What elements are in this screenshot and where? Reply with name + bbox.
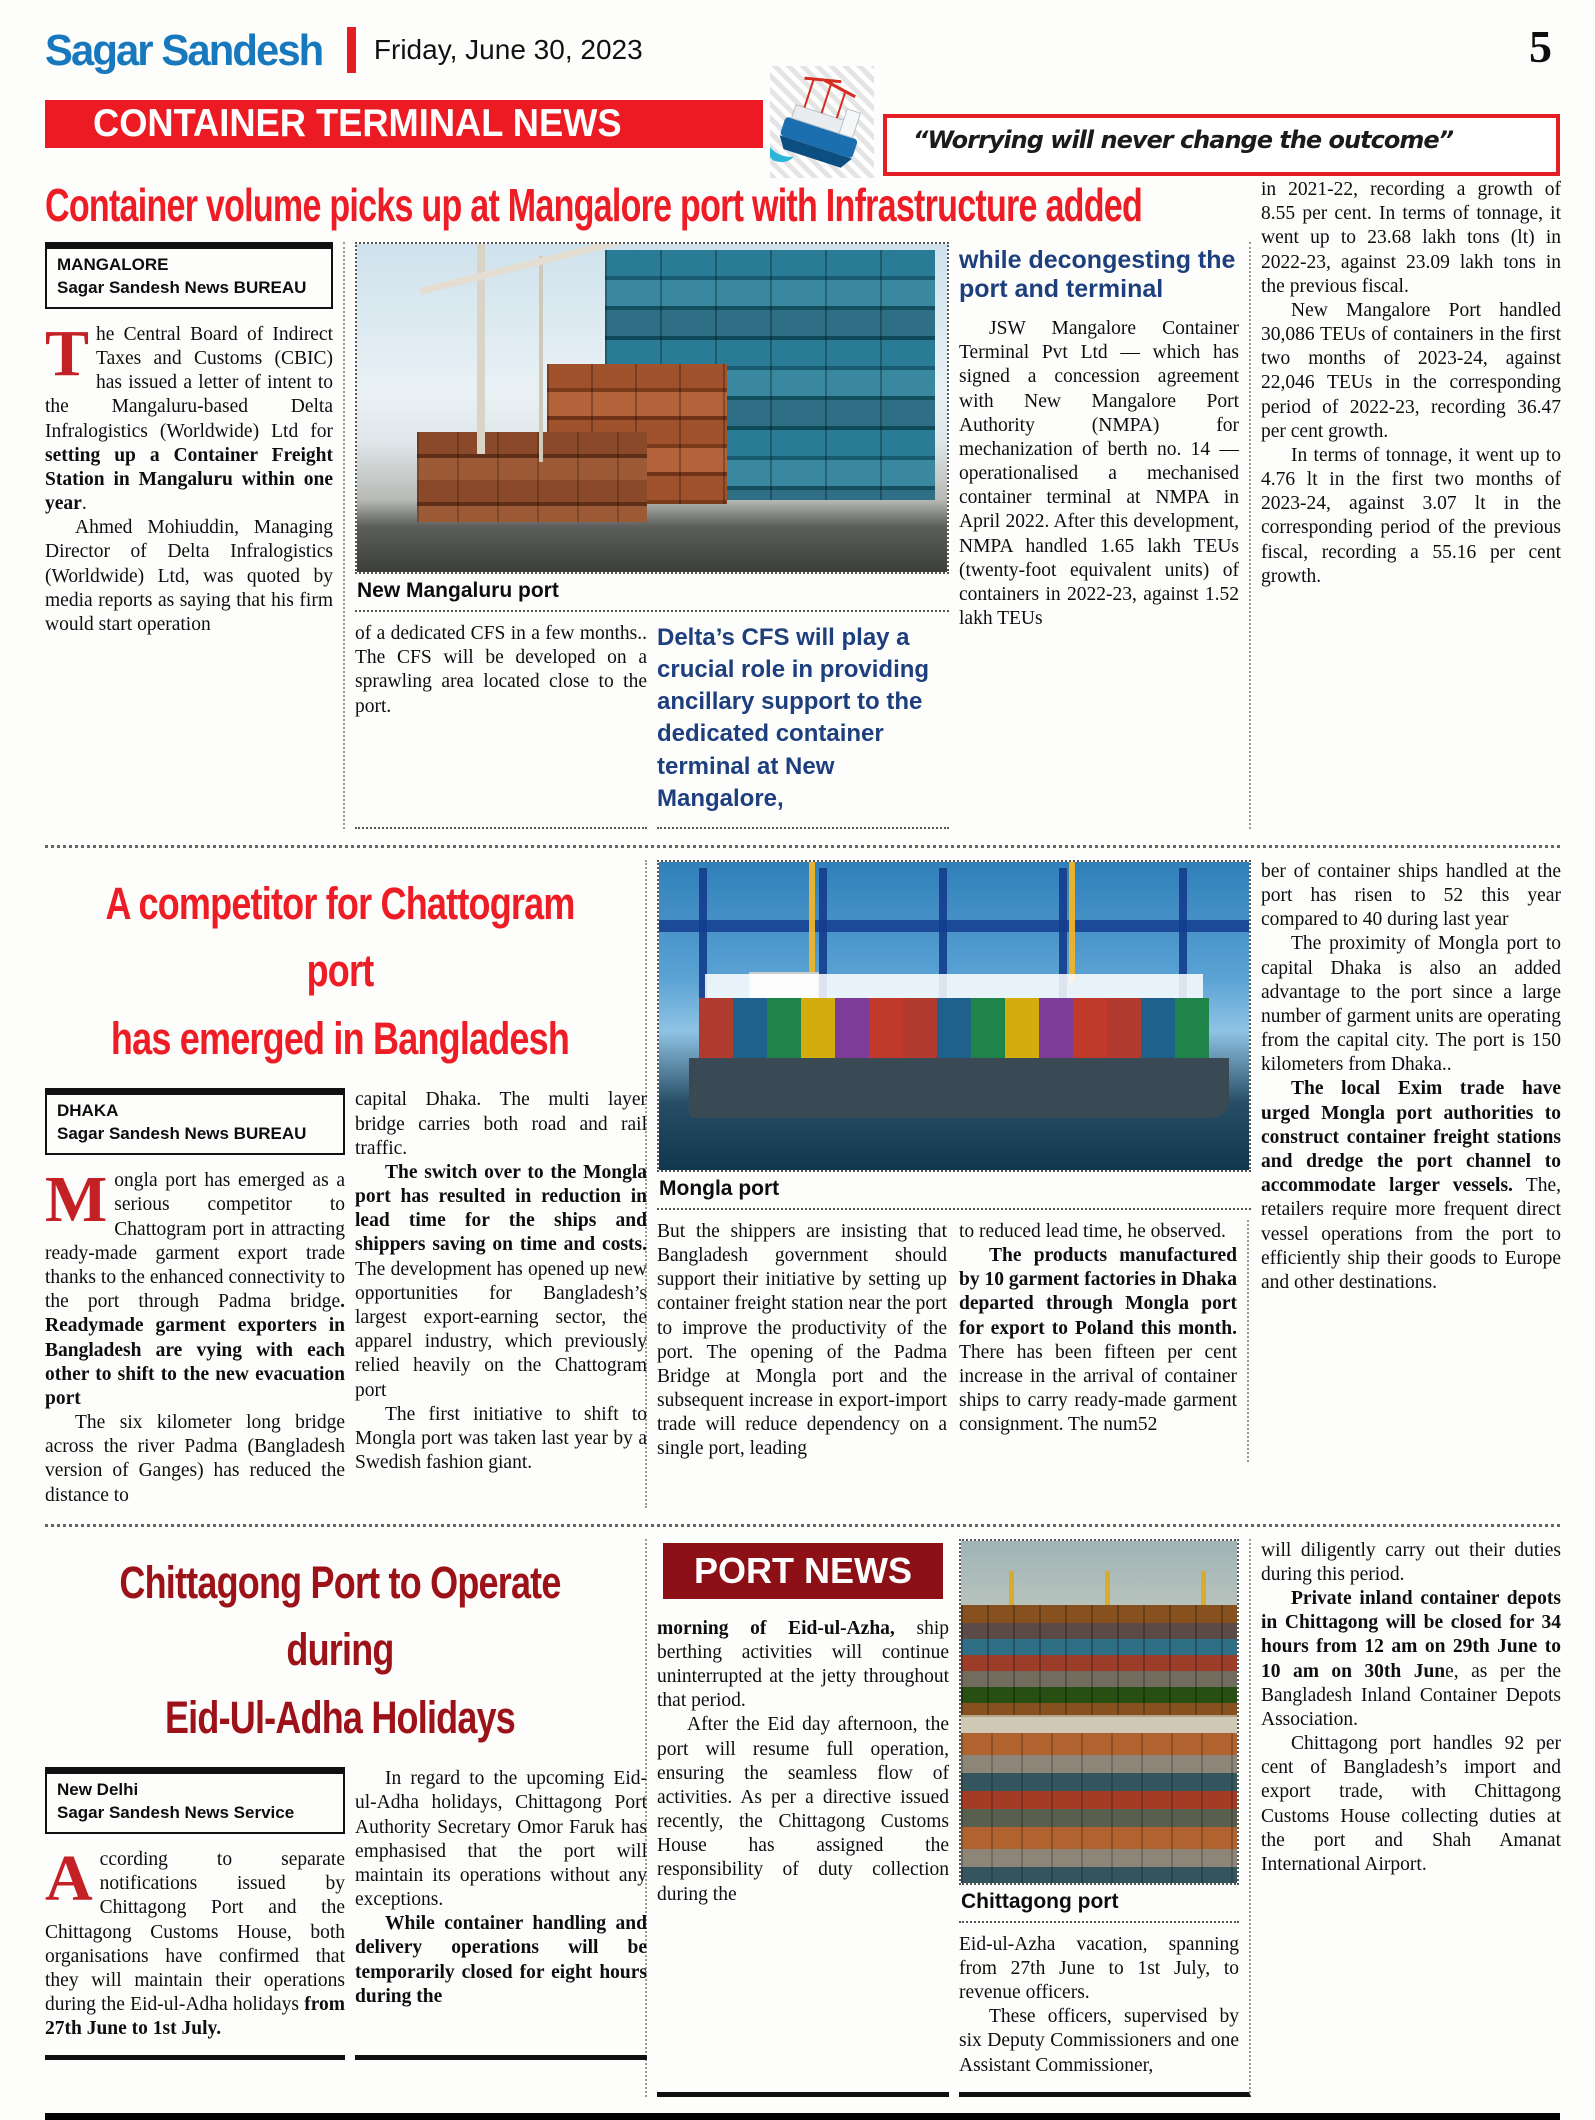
new-mangaluru-port-photo xyxy=(355,242,949,574)
article1-col5-text: in 2021-22, recording a growth of 8.55 per cent. In terms of tonnage, it went up to 23.68 lakh tons (lt) in 2022-23, against 23.09 lakh tons in the previous fiscal. New Mangalore Port handled 30,086 TEUs of containers in the first two months of 2023-24, against 22,046 TEUs in the corresponding period of 2022-23, recording 36.47 per cent growth. In terms of tonnage, it went up to 4.76 lt in the first two months of 2023-24, against 3.07 lt in the corresponding period of the previous fiscal, recording a 55.16 per cent growth. xyxy=(1261,179,1561,587)
article-mongla xyxy=(45,860,1560,1508)
article3-col3 xyxy=(657,1539,949,2097)
container-yard xyxy=(961,1605,1237,1715)
ship-illustration xyxy=(770,66,874,178)
byline-location: MANGALORE xyxy=(57,255,169,274)
container-stack xyxy=(417,432,647,522)
ship-hull xyxy=(689,1058,1229,1118)
article2-headline: A competitor for Chattogram port has emerged in Bangladesh xyxy=(105,877,575,1064)
article1-subhead: while decongesting the port and terminal xyxy=(959,246,1236,303)
article3-col1-text: According to separate notifications issued by Chittagong Port and the Chittagong Customs House, both organisations have confirmed that they will maintain their operations during the Eid-ul-Adha holidays from 27th June to 1st July. xyxy=(45,1842,345,2040)
article2-col4-text: to reduced lead time, he observed. The products manufactured by 10 garment factories in Dhaka departed through Mongla port for export to Poland this month. There has been fifteen per cent increase in the arrival of container ships to carry ready-made garment consignment. The num52 xyxy=(959,1220,1249,1462)
article3-col4 xyxy=(959,1539,1251,2097)
quote-text: “Worrying will never change the outcome” xyxy=(913,126,1454,154)
section-banner: CONTAINER TERMINAL NEWS xyxy=(45,100,763,148)
article1-col4-text: JSW Mangalore Container Terminal Pvt Ltd — which has signed a concession agreement with New Mangalore Port Authority (NMPA) for mechanization of berth no. 14 — operationalised a mechanised container terminal at NMPA in April 2022. After this development, NMPA handled 1.65 lakh TEUs (twenty-foot equivalent units) of containers in 2022-23, against 1.52 lakh TEUs xyxy=(959,318,1239,630)
article2-photo-block xyxy=(657,860,1251,1508)
page-bottom-rule xyxy=(45,2113,1560,2120)
article3-col5-text: will diligently carry out their duties during this period. Private inland container depots in Chittagong will be closed for 34 hours from 12 am on 29th June to 10 am on 30th June, as per the Bangladesh Inland Container Depots Association. Chittagong port handles 92 per cent of Bangladesh’s import and export trade, with Chittagong Customs House collecting duties at the port and Shah Amanat International Airport. xyxy=(1261,1539,1561,1875)
article2-left-block xyxy=(45,860,647,1508)
article3-byline xyxy=(45,1767,345,1834)
article1-col4 xyxy=(959,242,1251,829)
article1-col1-text: The Central Board of Indirect Taxes and Customs (CBIC) has issued a letter of intent to the Mangaluru-based Delta Infralogistics (Worldwide) Ltd for setting up a Container Freight Station in Mangaluru within one year. Ahmed Mohiuddin, Managing Director of Delta Infralogistics (Worldwide) Ltd, was quoted by media reports as saying that his firm would start operation xyxy=(45,316,333,635)
article3-col2-text: In regard to the upcoming Eid-ul-Adha holidays, Chittagong Port Authority Secretary Omor Faruk has emphasised that the port will maintain its operations without any exceptions. While container handling and delivery operations will be temporarily closed for eight hours during the xyxy=(355,1767,647,2060)
article3-col3-text: morning of Eid-ul-Azha, ship berthing activities will continue uninterrupted at the jetty throughout that period. After the Eid day afternoon, the port will resume full operation, ensuring the seamless flow of activities. As per a directive issued recently, the Chittagong Customs House has assigned the responsibility of duty collection during the xyxy=(657,1617,949,1905)
article-separator xyxy=(45,845,1560,848)
article1-headline: Container volume picks up at Mangalore port with Infrastructure added xyxy=(45,179,1143,231)
article-mangalore xyxy=(45,176,1560,829)
byline-location: DHAKA xyxy=(57,1101,119,1121)
article3-headline: Chittagong Port to Operate during Eid-Ul-Adha Holidays xyxy=(119,1556,561,1743)
container-row xyxy=(699,998,1209,1062)
byline-agency: Sagar Sandesh News BUREAU xyxy=(57,1124,307,1144)
article2-col2-text: capital Dhaka. The multi layer bridge carries both road and rail traffic. The switch over to the Mongla port has resulted in reduction in lead time for the ships and shippers saving on time and costs. The development has opened up new opportunities for Bangladesh’s largest export-earning sector, the apparel industry, which previously relied heavily on the Chattogram port The first initiative to shift to Mongla port was taken last year by a Swedish fashion giant. xyxy=(355,1089,647,1474)
issue-date: Friday, June 30, 2023 xyxy=(373,34,643,65)
article2-col1-text: Mongla port has emerged as a serious competitor to Chattogram port in attracting ready-made garment export trade thanks to the enhanced connectivity to the port through Padma bridge. Readymade garment exporters in Bangladesh are vying with each other to shift to the new evacuation port The six kilometer long bridge across the river Padma (Bangladesh version of Ganges) has reduced the distance to xyxy=(45,1163,345,1506)
section-banner-row xyxy=(45,88,1560,176)
article2-photo-caption: Mongla port xyxy=(657,1172,1251,1210)
page-number: 5 xyxy=(1529,21,1552,72)
article1-byline xyxy=(45,242,333,309)
article1-col1 xyxy=(45,242,345,829)
article-chittagong xyxy=(45,1539,1560,2097)
port-news-banner: PORT NEWS xyxy=(663,1543,943,1599)
brand-logo: Sagar Sandesh xyxy=(45,26,323,75)
quote-box xyxy=(883,114,1560,176)
article2-col1 xyxy=(45,1088,345,1507)
article2-col5-text: ber of container ships handled at the port has risen to 52 this year compared to 40 during last year The proximity of Mongla port to capital Dhaka is also an added advantage to the port since a large number of garment units are operating from the capital city. The port is 150 kilometers from Dhaka.. The local Exim trade have urged Mongla port authorities to construct container freight stations and dredge the port channel to accommodate larger vessels. The, retailers require more frequent direct vessel operations from the port to efficiently ship their goods to Europe and other destinations. xyxy=(1261,860,1561,1293)
mongla-port-photo xyxy=(657,860,1251,1172)
byline-location: New Delhi xyxy=(57,1780,139,1800)
chittagong-port-photo xyxy=(959,1539,1239,1885)
article-separator xyxy=(45,1524,1560,1527)
article3-col4-text: Eid-ul-Azha vacation, spanning from 27th June to 1st July, to revenue officers. These officers, supervised by six Deputy Commissioners and one Assistant Commissioner, xyxy=(959,1933,1239,2076)
article1-photo-caption: New Mangaluru port xyxy=(355,574,949,612)
container-yard xyxy=(961,1733,1237,1883)
article2-byline xyxy=(45,1088,345,1155)
article2-col3-text: But the shippers are insisting that Bangladesh government should support their initiative by setting up container freight station near the port to improve the productivity of the port. The opening of the Padma Bridge at Mongla port and the subsequent increase in export-import trade will reduce dependency on a single port, leading xyxy=(657,1220,947,1460)
article1-col2-text: of a dedicated CFS in a few months.. The CFS will be developed on a sprawling area located close to the port. xyxy=(355,622,647,829)
article3-photo-caption: Chittagong port xyxy=(959,1885,1239,1923)
byline-agency: Sagar Sandesh News Service xyxy=(57,1803,295,1823)
article3-col1 xyxy=(45,1767,345,2060)
article3-left-block xyxy=(45,1539,647,2097)
article1-pull-quote: Delta’s CFS will play a crucial role in providing ancillary support to the dedicated container terminal at New Mangalore, xyxy=(657,622,949,829)
crane-masts xyxy=(659,862,1249,982)
article1-photo-block xyxy=(355,242,949,829)
byline-agency: Sagar Sandesh News BUREAU xyxy=(57,277,307,297)
brand-divider xyxy=(347,27,356,73)
